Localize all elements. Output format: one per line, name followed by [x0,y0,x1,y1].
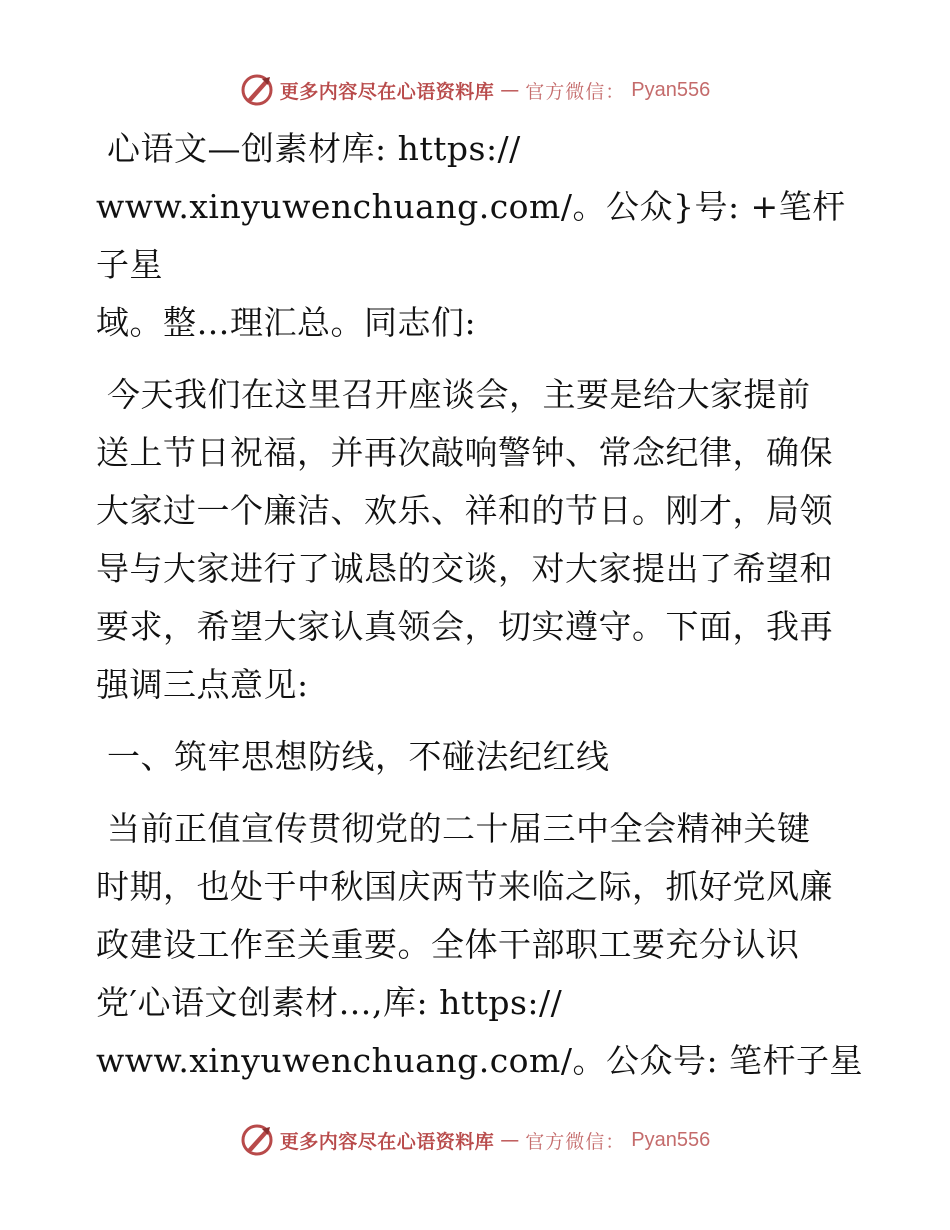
header-watermark [0,70,950,110]
paragraph-section-1-body: 当前正值宣传贯彻党的二十届三中全会精神关键 时期，也处于中秋国庆两节来临之际，抓好党风廉 政建设工作至关重要。全体干部职工要充分认识 党′心语文创素材…,库: https:// www.xinyuwenchuang.com/。公众号: 笔杆子星 [96,809,864,1080]
paragraph-intro: 今天我们在这里召开座谈会，主要是给大家提前 送上节日祝福，并再次敲响警钟、常念纪律，确保 大家过一个廉洁、欢乐、祥和的节日。刚才，局领 导与大家进行了诚恳的交谈，对大家提出了希望和 要求，希望大家认真领会，切实遵守。下面，我再 强调三点意见: [96,375,833,704]
watermark-separator: — [500,1129,520,1151]
quill-logo-icon [240,1123,274,1157]
footer-watermark [0,1120,950,1160]
document-body [96,120,866,1104]
watermark-wechat-label: 官方微信： [525,80,626,103]
section-heading-1: 一、筑牢思想防线，不碰法纪红线 [96,737,610,776]
watermark-wechat-id: Pyan556 [631,1128,711,1151]
watermark-promo-text: 更多内容尽在心语资料库 [279,1130,495,1153]
paragraph-source-notice: 心语文—创素材库: https:// www.xinyuwenchuang.com/。公众}号: +笔杆子星 域。整…理汇总。同志们: [96,129,846,342]
watermark-separator: — [500,79,520,101]
watermark-wechat-label: 官方微信： [525,1130,626,1153]
watermark-promo-text: 更多内容尽在心语资料库 [279,80,495,103]
watermark-wechat-id: Pyan556 [631,78,711,101]
quill-logo-icon [240,73,274,107]
